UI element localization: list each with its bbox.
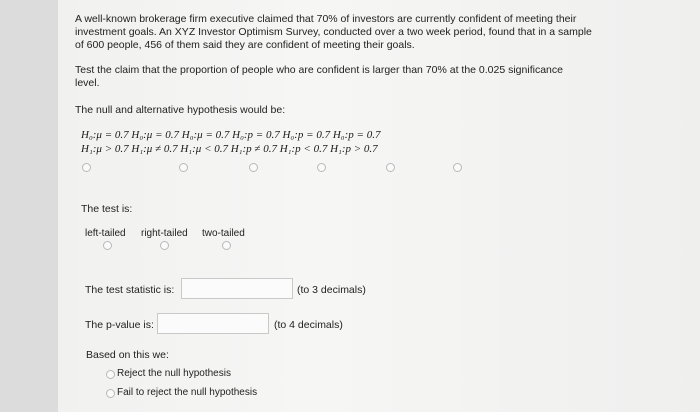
two-tailed-radio[interactable]	[222, 241, 231, 250]
hypothesis-radio-3[interactable]	[249, 163, 258, 172]
test-statistic-hint: (to 3 decimals)	[297, 284, 366, 296]
p-value-hint: (to 4 decimals)	[274, 319, 343, 331]
hypothesis-prompt: The null and alternative hypothesis would be:	[75, 104, 286, 116]
hypothesis-radio-4[interactable]	[317, 163, 326, 172]
test-statistic-input[interactable]	[181, 278, 293, 299]
p-value-input[interactable]	[157, 313, 269, 334]
reject-null-radio[interactable]	[106, 370, 115, 379]
test-type-label-two: two-tailed	[202, 228, 245, 239]
test-type-prompt: The test is:	[81, 203, 133, 215]
fail-to-reject-radio[interactable]	[106, 389, 115, 398]
fail-to-reject-label: Fail to reject the null hypothesis	[117, 387, 258, 398]
reject-null-label: Reject the null hypothesis	[117, 368, 231, 379]
hypothesis-radio-1[interactable]	[82, 163, 91, 172]
test-type-label-right: right-tailed	[141, 228, 188, 239]
alt-hypotheses-row: H₁:μ > 0.7 H₁:μ ≠ 0.7 H₁:μ < 0.7 H₁:p ≠ 0.7 H₁:p < 0.7 H₁:p > 0.7	[81, 143, 378, 155]
intro-line-3: of 600 people, 456 of them said they are confident of meeting their goals.	[75, 39, 415, 51]
right-tailed-radio[interactable]	[160, 241, 169, 250]
null-hypotheses-row: H₀:μ = 0.7 H₀:μ = 0.7 H₀:μ = 0.7 H₀:p = 0.7 H₀:p = 0.7 H₀:p = 0.7	[81, 129, 381, 141]
task-line-2: level.	[75, 77, 100, 89]
task-line-1: Test the claim that the proportion of people who are confident is larger than 70% at the 0.025 significance	[75, 64, 563, 76]
left-tailed-radio[interactable]	[103, 241, 112, 250]
hypothesis-radio-5[interactable]	[386, 163, 395, 172]
hypothesis-radio-6[interactable]	[453, 163, 462, 172]
test-statistic-label: The test statistic is:	[85, 284, 175, 296]
p-value-label: The p-value is:	[85, 319, 154, 331]
hypothesis-radio-2[interactable]	[179, 163, 188, 172]
decision-prompt: Based on this we:	[86, 349, 169, 361]
test-type-label-left: left-tailed	[85, 228, 126, 239]
intro-line-1: A well-known brokerage firm executive claimed that 70% of investors are currently confident of meeting their	[75, 13, 577, 25]
intro-line-2: investment goals. An XYZ Investor Optimism Survey, conducted over a two week period, found that in a sample	[75, 26, 592, 38]
